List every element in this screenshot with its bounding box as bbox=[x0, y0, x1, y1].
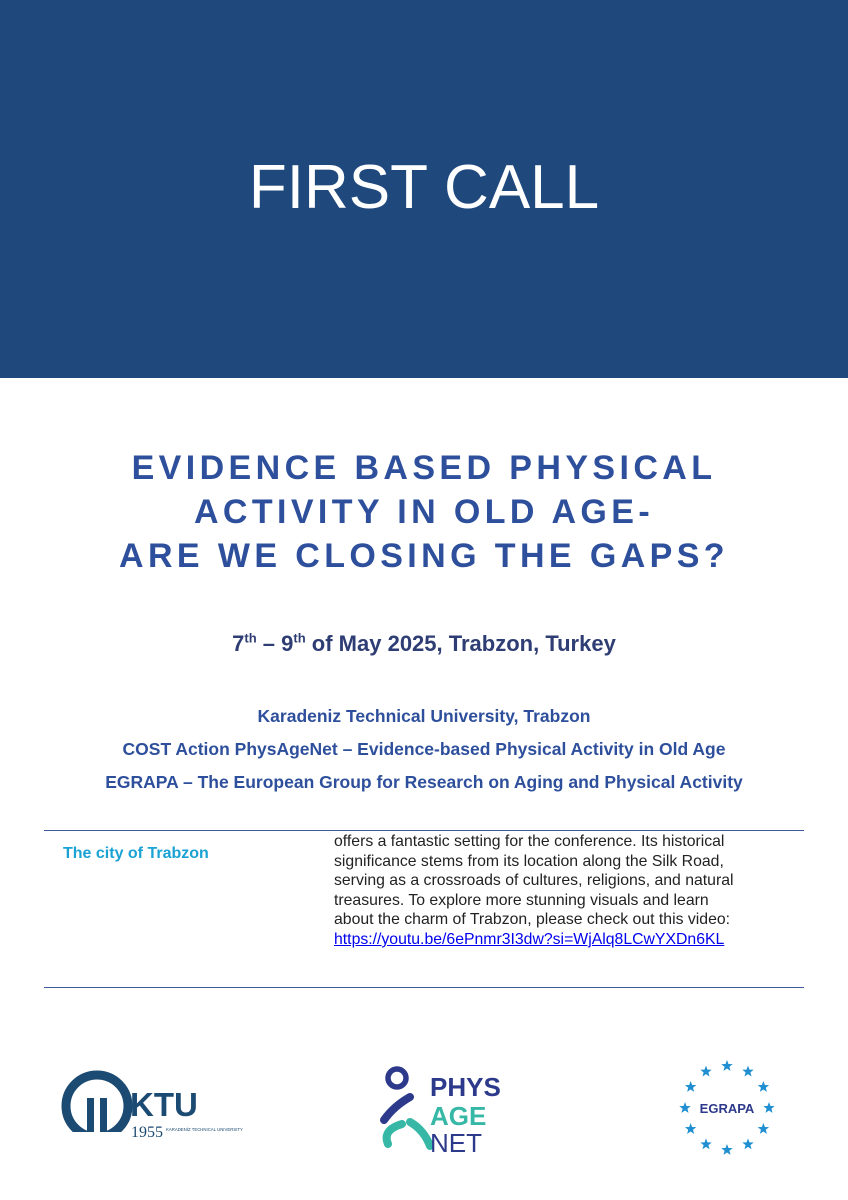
video-link[interactable]: https://youtu.be/6ePnmr3I3dw?si=WjAlq8LCwYXDn6KL bbox=[334, 930, 725, 948]
egrapa-star-icon bbox=[679, 1102, 690, 1113]
ktu-logo bbox=[60, 1068, 243, 1148]
egrapa-star-icon bbox=[742, 1066, 753, 1077]
conference-title-line: ARE WE CLOSING THE GAPS? bbox=[119, 537, 729, 575]
ktu-logo-year: 1955 bbox=[131, 1124, 163, 1141]
physagenet-logo-age: AGE bbox=[430, 1101, 487, 1131]
date-separator: – bbox=[256, 631, 282, 656]
ktu-logo-name: KTU bbox=[130, 1086, 198, 1123]
city-description bbox=[334, 832, 796, 950]
conference-title bbox=[0, 446, 848, 578]
egrapa-star-icon bbox=[721, 1060, 732, 1071]
conference-title-line: ACTIVITY IN OLD AGE- bbox=[193, 493, 655, 531]
ktu-logo-subtitle: KARADENİZ TECHNICAL UNIVERSITY bbox=[166, 1127, 243, 1132]
egrapa-star-icon bbox=[721, 1144, 732, 1155]
organizer-ktu: Karadeniz Technical University, Trabzon bbox=[257, 706, 591, 726]
egrapa-logo bbox=[670, 1053, 785, 1161]
city-text-line: offers a fantastic setting for the conference. Its historical bbox=[334, 833, 725, 850]
city-label: The city of Trabzon bbox=[63, 845, 209, 862]
date-end-day: 9 bbox=[281, 631, 294, 656]
egrapa-star-icon bbox=[763, 1102, 774, 1113]
date-rest: of May 2025, Trabzon, Turkey bbox=[305, 631, 616, 656]
city-text-line: about the charm of Trabzon, please check out this video: bbox=[334, 911, 731, 929]
egrapa-star-icon bbox=[758, 1123, 769, 1134]
conference-title-line: EVIDENCE BASED PHYSICAL bbox=[131, 449, 717, 487]
date-start-suffix: th bbox=[244, 630, 257, 646]
physagenet-logo bbox=[372, 1064, 522, 1158]
banner-title: FIRST CALL bbox=[248, 153, 600, 222]
egrapa-logo-name: EGRAPA bbox=[699, 1101, 755, 1116]
divider-bottom bbox=[44, 987, 804, 988]
date-end-suffix: th bbox=[293, 630, 306, 646]
divider-top bbox=[44, 830, 804, 831]
header-banner bbox=[0, 0, 848, 378]
organizer-egrapa: EGRAPA – The European Group for Research on Aging and Physical Activity bbox=[105, 772, 743, 792]
city-text-line: significance stems from its location along the Silk Road, bbox=[334, 852, 724, 870]
egrapa-star-icon bbox=[700, 1066, 711, 1077]
egrapa-star-icon bbox=[758, 1081, 769, 1092]
date-start-day: 7 bbox=[232, 631, 245, 656]
ktu-emblem-icon bbox=[66, 1075, 128, 1144]
city-text-line: treasures. To explore more stunning visuals and learn bbox=[334, 891, 709, 909]
egrapa-star-icon bbox=[700, 1138, 711, 1149]
physagenet-logo-phys: PHYS bbox=[430, 1072, 501, 1102]
physagenet-figure-icon bbox=[384, 1069, 430, 1146]
organizer-cost-action: COST Action PhysAgeNet – Evidence-based Physical Activity in Old Age bbox=[122, 739, 726, 759]
egrapa-star-icon bbox=[685, 1081, 696, 1092]
city-text-line: serving as a crossroads of cultures, religions, and natural bbox=[334, 872, 734, 890]
physagenet-logo-net: NET bbox=[430, 1128, 482, 1158]
egrapa-star-icon bbox=[742, 1138, 753, 1149]
conference-date bbox=[0, 628, 848, 660]
egrapa-star-icon bbox=[685, 1123, 696, 1134]
